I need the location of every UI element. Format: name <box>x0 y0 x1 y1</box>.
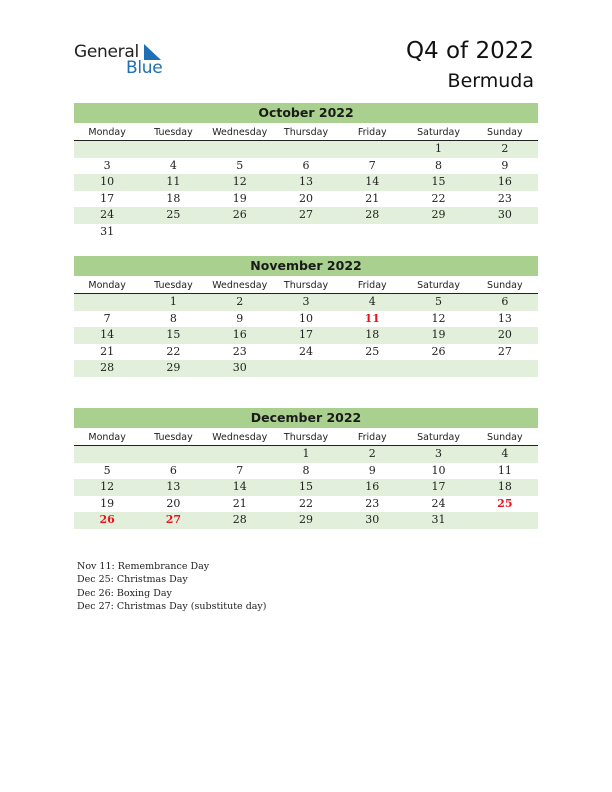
day-cell: 18 <box>497 480 512 494</box>
day-cell: 24 <box>298 344 313 358</box>
day-cell: 6 <box>501 295 509 308</box>
day-cell: 18 <box>365 328 380 342</box>
week-row <box>74 512 538 529</box>
day-cell: 23 <box>232 344 247 358</box>
weekday-header-row <box>74 276 538 294</box>
day-cell: 16 <box>232 328 247 342</box>
day-cell <box>74 294 140 311</box>
day-cell: 10 <box>431 463 446 477</box>
day-cell: 15 <box>166 328 181 342</box>
weekday-label: Tuesday <box>154 432 193 443</box>
day-cell: 28 <box>232 513 247 527</box>
holiday-notes <box>77 560 267 614</box>
day-cell: 5 <box>435 295 443 308</box>
week-row <box>74 158 538 175</box>
day-cell: 9 <box>236 311 244 325</box>
day-cell: 10 <box>100 175 115 189</box>
day-cell: 31 <box>431 513 446 527</box>
day-cell <box>74 446 140 463</box>
weekday-label: Thursday <box>283 432 329 443</box>
month-title: November 2022 <box>74 256 538 276</box>
week-row <box>74 479 538 496</box>
brand-logo <box>74 42 174 78</box>
weekday-label: Monday <box>88 432 126 443</box>
day-cell: 10 <box>298 311 313 325</box>
day-cell <box>472 512 538 529</box>
day-cell: 3 <box>435 447 443 460</box>
day-cell: 22 <box>298 496 313 510</box>
weekday-label: Monday <box>88 127 126 138</box>
day-cell: 17 <box>298 328 313 342</box>
month-title: December 2022 <box>74 408 538 428</box>
day-cell: 13 <box>497 311 512 325</box>
day-cell <box>140 446 206 463</box>
day-cell: 19 <box>232 191 247 205</box>
day-cell: 29 <box>298 513 313 527</box>
day-cell <box>140 224 206 241</box>
week-row <box>74 344 538 361</box>
weekday-label: Wednesday <box>212 280 268 291</box>
day-cell: 2 <box>236 295 244 308</box>
day-cell: 9 <box>368 463 376 477</box>
weekday-label: Friday <box>357 280 387 291</box>
weekday-header-row <box>74 123 538 141</box>
day-cell: 21 <box>100 344 115 358</box>
day-cell: 4 <box>169 158 177 172</box>
day-cell: 11 <box>166 175 181 189</box>
day-cell: 12 <box>100 480 115 494</box>
day-cell: 8 <box>302 463 310 477</box>
day-cell: 12 <box>232 175 247 189</box>
week-row <box>74 311 538 328</box>
day-cell: 27 <box>165 513 182 527</box>
day-cell: 4 <box>501 447 509 460</box>
day-cell <box>472 360 538 377</box>
day-cell: 16 <box>365 480 380 494</box>
day-cell: 24 <box>431 496 446 510</box>
day-cell: 2 <box>368 447 376 460</box>
day-cell: 17 <box>100 191 115 205</box>
week-row <box>74 327 538 344</box>
day-cell: 24 <box>100 208 115 222</box>
page-title: Q4 of 2022 <box>405 38 534 64</box>
day-cell: 25 <box>365 344 380 358</box>
day-cell: 14 <box>100 328 115 342</box>
week-row <box>74 496 538 513</box>
day-cell <box>405 224 471 241</box>
week-row <box>74 224 538 241</box>
day-cell <box>140 141 206 158</box>
holiday-note: Dec 25: Christmas Day <box>77 574 188 586</box>
weekday-label: Sunday <box>487 280 523 291</box>
brand-word-blue: Blue <box>126 58 163 78</box>
day-cell: 19 <box>431 328 446 342</box>
week-row <box>74 174 538 191</box>
day-cell: 5 <box>236 158 244 172</box>
weekday-label: Tuesday <box>154 127 193 138</box>
day-cell: 22 <box>431 191 446 205</box>
day-cell: 29 <box>166 361 181 375</box>
weekday-label: Monday <box>88 280 126 291</box>
week-row <box>74 360 538 377</box>
day-cell <box>74 141 140 158</box>
weekday-label: Sunday <box>487 127 523 138</box>
weekday-label: Saturday <box>417 127 460 138</box>
day-cell: 6 <box>302 158 310 172</box>
day-cell: 19 <box>100 496 115 510</box>
day-cell: 21 <box>232 496 247 510</box>
day-cell <box>207 141 273 158</box>
weekday-label: Friday <box>357 432 387 443</box>
day-cell: 31 <box>100 224 115 238</box>
day-cell: 3 <box>103 158 111 172</box>
week-row <box>74 191 538 208</box>
day-cell: 26 <box>431 344 446 358</box>
day-cell <box>339 224 405 241</box>
day-cell <box>273 224 339 241</box>
holiday-note: Dec 26: Boxing Day <box>77 587 172 599</box>
month-calendar-october <box>74 103 538 241</box>
day-cell: 8 <box>435 158 443 172</box>
day-cell: 13 <box>166 480 181 494</box>
day-cell: 27 <box>497 344 512 358</box>
day-cell <box>273 141 339 158</box>
day-cell: 14 <box>365 175 380 189</box>
day-cell: 4 <box>368 295 376 308</box>
day-cell: 3 <box>302 295 310 308</box>
day-cell <box>207 446 273 463</box>
day-cell: 2 <box>501 142 509 155</box>
weekday-label: Sunday <box>487 432 523 443</box>
day-cell: 30 <box>232 361 247 375</box>
month-calendar-december <box>74 408 538 529</box>
weekday-label: Saturday <box>417 280 460 291</box>
day-cell: 15 <box>431 175 446 189</box>
day-cell: 1 <box>169 295 177 308</box>
weekday-label: Tuesday <box>154 280 193 291</box>
day-cell: 14 <box>232 480 247 494</box>
day-cell: 5 <box>103 463 111 477</box>
day-cell: 15 <box>298 480 313 494</box>
day-cell: 22 <box>166 344 181 358</box>
week-row <box>74 446 538 463</box>
day-cell: 7 <box>103 311 111 325</box>
weekday-label: Friday <box>357 127 387 138</box>
day-cell: 30 <box>365 513 380 527</box>
weekday-label: Wednesday <box>212 432 268 443</box>
day-cell: 25 <box>166 208 181 222</box>
day-cell: 8 <box>169 311 177 325</box>
month-calendar-november <box>74 256 538 377</box>
day-cell: 20 <box>166 496 181 510</box>
day-cell: 27 <box>298 208 313 222</box>
day-cell: 20 <box>298 191 313 205</box>
day-cell: 11 <box>497 463 512 477</box>
day-cell: 26 <box>99 513 115 527</box>
day-cell: 9 <box>501 158 509 172</box>
day-cell: 28 <box>100 361 115 375</box>
day-cell: 30 <box>497 208 512 222</box>
week-row <box>74 294 538 311</box>
day-cell: 11 <box>364 311 380 325</box>
weekday-label: Wednesday <box>212 127 268 138</box>
day-cell <box>405 360 471 377</box>
day-cell <box>472 224 538 241</box>
day-cell: 16 <box>497 175 512 189</box>
region-name: Bermuda <box>447 70 534 92</box>
month-title: October 2022 <box>74 103 538 123</box>
day-cell: 23 <box>497 191 512 205</box>
day-cell <box>339 141 405 158</box>
day-cell: 12 <box>431 311 446 325</box>
day-cell: 25 <box>497 496 513 510</box>
day-cell: 6 <box>169 463 177 477</box>
weekday-label: Saturday <box>417 432 460 443</box>
day-cell: 7 <box>236 463 244 477</box>
day-cell <box>339 360 405 377</box>
day-cell: 7 <box>368 158 376 172</box>
day-cell: 29 <box>431 208 446 222</box>
day-cell: 23 <box>365 496 380 510</box>
week-row <box>74 463 538 480</box>
week-row <box>74 207 538 224</box>
weekday-label: Thursday <box>283 127 329 138</box>
day-cell: 17 <box>431 480 446 494</box>
weekday-label: Thursday <box>283 280 329 291</box>
day-cell: 28 <box>365 208 380 222</box>
holiday-note: Dec 27: Christmas Day (substitute day) <box>77 601 267 613</box>
day-cell: 21 <box>365 191 380 205</box>
holiday-note: Nov 11: Remembrance Day <box>77 561 210 572</box>
day-cell: 20 <box>497 328 512 342</box>
weekday-header-row <box>74 428 538 446</box>
day-cell: 1 <box>302 447 310 460</box>
day-cell: 13 <box>298 175 313 189</box>
day-cell: 18 <box>166 191 181 205</box>
day-cell: 1 <box>435 142 443 155</box>
brand-word-general: General <box>74 42 139 62</box>
day-cell: 26 <box>232 208 247 222</box>
week-row <box>74 141 538 158</box>
day-cell <box>273 360 339 377</box>
day-cell <box>207 224 273 241</box>
